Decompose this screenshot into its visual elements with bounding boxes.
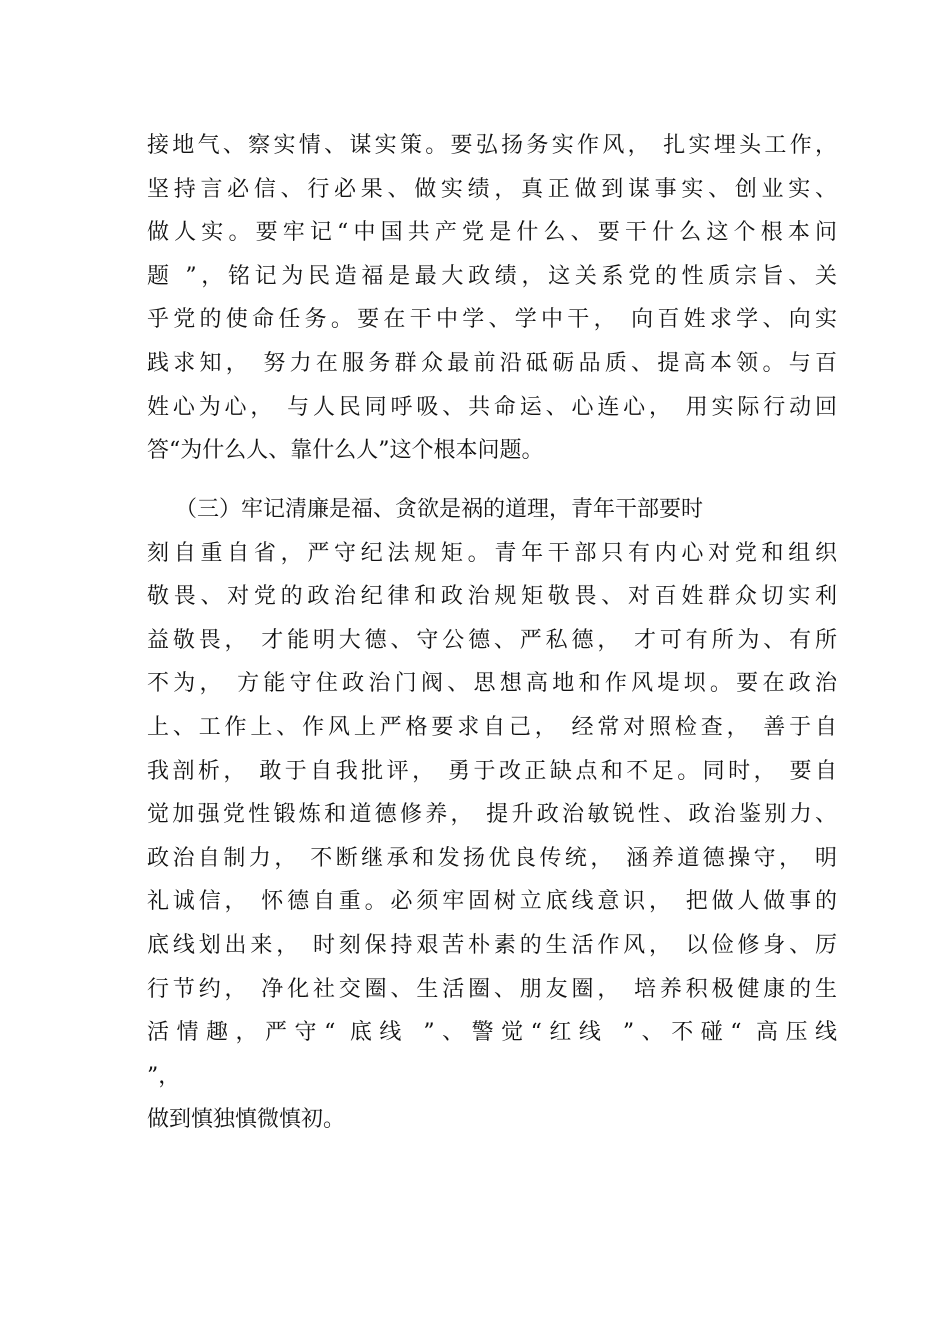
text-line: （三）牢记清廉是福、贪欲是祸的道理，青年干部要时 — [147, 497, 703, 522]
text-line: 礼诚信， 怀德自重。必须牢固树立底线意识， 把做人做事的 — [147, 889, 837, 915]
text-line: 答“为什么人、靠什么人”这个根本问题。 — [147, 438, 544, 464]
paragraph-2 — [147, 488, 837, 1142]
text-line: 坚持言必信、行必果、做实绩，真正做到谋事实、创业实、 — [147, 176, 837, 202]
text-line: 接地气、察实情、谋实策。要弘扬务实作风， 扎实埋头工作， — [147, 133, 837, 158]
text-line: 政治自制力， 不断继承和发扬优良传统， 涵养道德操守， 明 — [147, 845, 837, 871]
text-line: 我剖析， 敢于自我批评， 勇于改正缺点和不足。同时， 要自 — [147, 758, 837, 784]
text-line: 刻自重自省，严守纪法规矩。青年干部只有内心对党和组织 — [147, 540, 837, 566]
text-line: 上、工作上、作风上严格要求自己， 经常对照检查， 善于自 — [147, 714, 837, 740]
text-line: 题 ”，铭记为民造福是最大政绩，这关系党的性质宗旨、关 — [147, 263, 837, 289]
paragraph-1 — [147, 124, 837, 473]
text-line: 底线划出来， 时刻保持艰苦朴素的生活作风， 以俭修身、厉 — [147, 932, 837, 958]
text-line: 姓心为心， 与人民同呼吸、共命运、心连心， 用实际行动回 — [147, 394, 837, 420]
text-line: 不为， 方能守住政治门阀、思想高地和作风堤坝。要在政治 — [147, 671, 837, 697]
text-line: 敬畏、对党的政治纪律和政治规矩敬畏、对百姓群众切实利 — [147, 584, 837, 610]
text-line: 活情趣，严守“ 底线 ”、警觉“红线 ”、不碰“ 高压线 — [147, 1020, 837, 1046]
text-line: 行节约， 净化社交圈、生活圈、朋友圈， 培养积极健康的生 — [147, 976, 837, 1002]
text-line: 做人实。要牢记“中国共产党是什么、要干什么这个根本问 — [147, 220, 837, 246]
text-line: 做到慎独慎微慎初。 — [147, 1107, 346, 1133]
text-line: 觉加强党性锻炼和道德修养， 提升政治敏锐性、政治鉴别力、 — [147, 802, 837, 828]
text-line: ”， — [147, 1063, 181, 1089]
text-line: 益敬畏， 才能明大德、守公德、严私德， 才可有所为、有所 — [147, 627, 837, 653]
text-line: 乎党的使命任务。要在干中学、学中干， 向百姓求学、向实 — [147, 307, 837, 333]
text-line: 践求知， 努力在服务群众最前沿砥砺品质、提高本领。与百 — [147, 350, 837, 376]
